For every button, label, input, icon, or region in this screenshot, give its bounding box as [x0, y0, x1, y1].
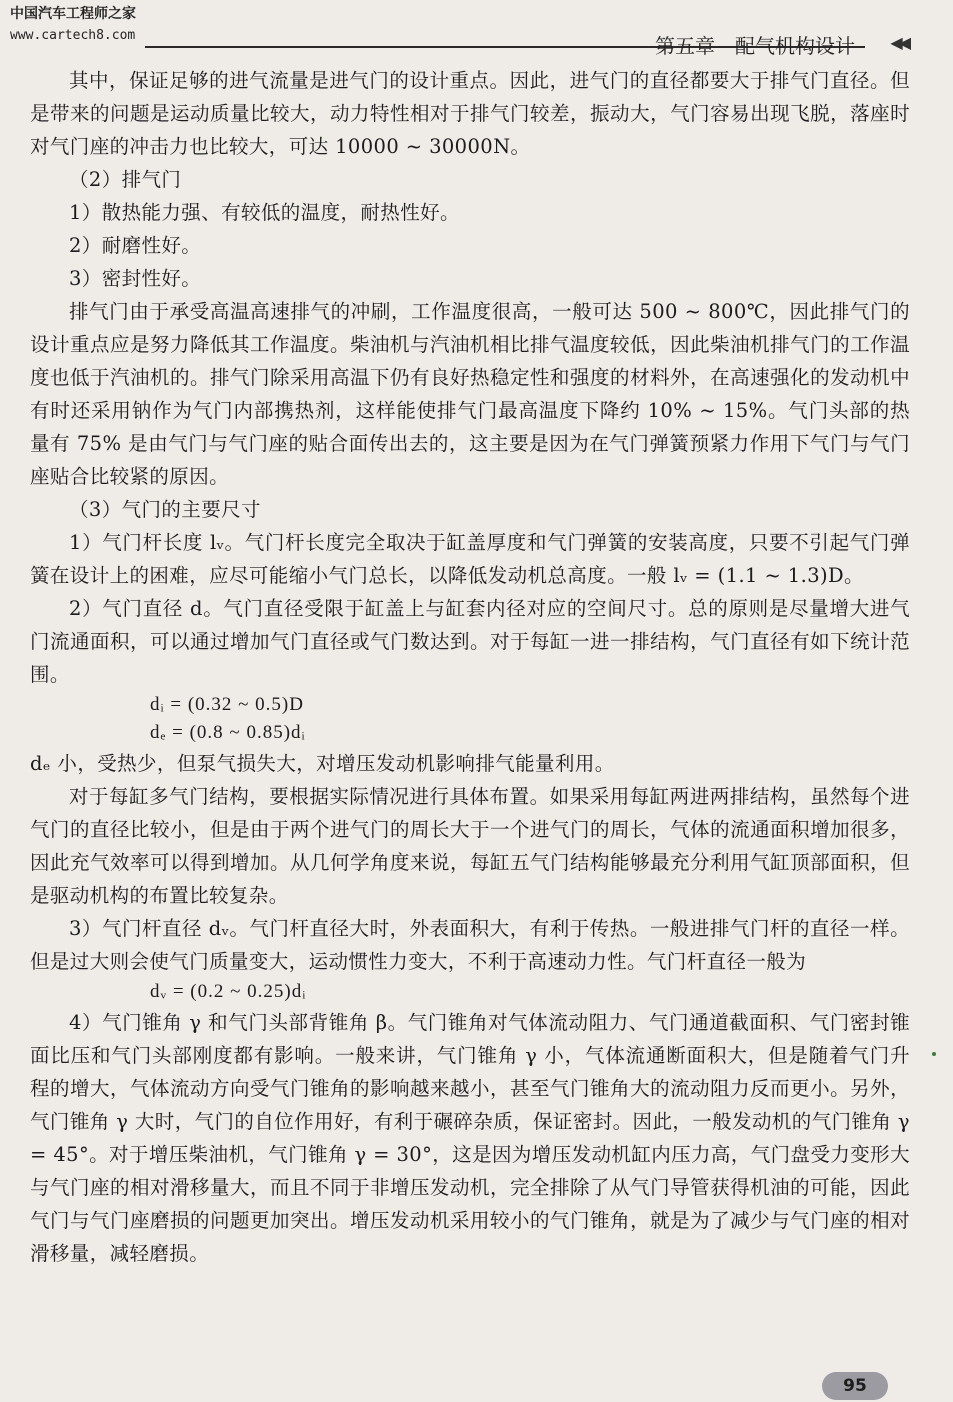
formula: dₑ = (0.8 ~ 0.85)dᵢ	[150, 722, 306, 743]
page-body	[30, 64, 910, 1270]
paragraph: 1）气门杆长度 lᵥ。气门杆长度完全取决于缸盖厚度和气门弹簧的安装高度，只要不引起气门弹簧在设计上的困难，应尽可能缩小气门总长，以降低发动机总高度。一般 lᵥ = (1.1 ~ 1.3)D。	[30, 531, 910, 587]
list-item: 3）密封性好。	[69, 267, 202, 290]
formula: dᵢ = (0.32 ~ 0.5)D	[150, 694, 304, 715]
paragraph: 对于每缸多气门结构，要根据实际情况进行具体布置。如果采用每缸两进两排结构，虽然每个进气门的直径比较小，但是由于两个进气门的周长大于一个进气门的周长，气体的流通面积增加很多，因此充气效率可以得到增加。从几何学角度来说，每缸五气门结构能够最充分利用气缸顶部面积，但是驱动机构的布置比较复杂。	[30, 785, 910, 907]
list-item: 1）散热能力强、有较低的温度，耐热性好。	[69, 201, 460, 224]
watermark	[10, 6, 136, 44]
watermark-url: www.cartech8.com	[10, 28, 136, 43]
paragraph: dₑ 小，受热少，但泵气损失大，对增压发动机影响排气能量利用。	[30, 752, 615, 775]
list-item: 2）耐磨性好。	[69, 234, 202, 257]
paragraph: 排气门由于承受高温高速排气的冲刷，工作温度很高，一般可达 500 ~ 800℃，因此排气门的设计重点应是努力降低其工作温度。柴油机与汽油机相比排气温度较低，因此柴油机排气门的工作温度也低于汽油机的。排气门除采用高温下仍有良好热稳定性和强度的材料外，在高速强化的发动机中有时还采用钠作为气门内部携热剂，这样能使排气门最高温度下降约 10% ~ 15%。气门头部的热量有 75% 是由气门与气门座的贴合面传出去的，这主要是因为在气门弹簧预紧力作用下气门与气门座贴合比较紧的原因。	[30, 300, 910, 488]
paragraph: 2）气门直径 d。气门直径受限于缸盖上与缸套内径对应的空间尺寸。总的原则是尽量增大进气门流通面积，可以通过增加气门直径或气门数达到。对于每缸一进一排结构，气门直径有如下统计范围。	[30, 597, 910, 686]
paragraph: 3）气门杆直径 dᵥ。气门杆直径大时，外表面积大，有利于传热。一般进排气门杆的直径一样。但是过大则会使气门质量变大，运动惯性力变大，不利于高速动力性。气门杆直径一般为	[30, 917, 910, 973]
speck	[932, 1052, 936, 1056]
section-heading: （3）气门的主要尺寸	[69, 498, 261, 521]
formula-block	[30, 691, 910, 747]
chapter-title: 第五章 配气机构设计	[655, 34, 855, 58]
formula: dᵥ = (0.2 ~ 0.25)dᵢ	[150, 981, 307, 1002]
watermark-title: 中国汽车工程师之家	[10, 6, 136, 22]
paragraph: 其中，保证足够的进气流量是进气门的设计重点。因此，进气门的直径都要大于排气门直径。但是带来的问题是运动质量比较大，动力特性相对于排气门较差，振动大，气门容易出现飞脱，落座时对气门座的冲击力也比较大，可达 10000 ~ 30000N。	[30, 69, 910, 158]
section-heading: （2）排气门	[69, 168, 182, 191]
page-number: 95	[822, 1372, 888, 1400]
arrows-icon: ◀◀	[890, 33, 907, 52]
formula-block	[30, 978, 910, 1006]
paragraph: 4）气门锥角 γ 和气门头部背锥角 β。气门锥角对气体流动阻力、气门通道截面积、气门密封锥面比压和气门头部刚度都有影响。一般来讲，气门锥角 γ 小，气体流通断面积大，但是随着气门升程的增大，气体流动方向受气门锥角的影响越来越小，甚至气门锥角大的流动阻力反而更小。另外，气门锥角 γ 大时，气门的自位作用好，有利于碾碎杂质，保证密封。因此，一般发动机的气门锥角 γ = 45°。对于增压柴油机，气门锥角 γ = 30°，这是因为增压发动机缸内压力高，气门盘受力变形大与气门座的相对滑移量大，而且不同于非增压发动机，完全排除了从气门导管获得机油的可能，因此气门与气门座磨损的问题更加突出。增压发动机采用较小的气门锥角，就是为了减少与气门座的相对滑移量，减轻磨损。	[30, 1011, 910, 1265]
